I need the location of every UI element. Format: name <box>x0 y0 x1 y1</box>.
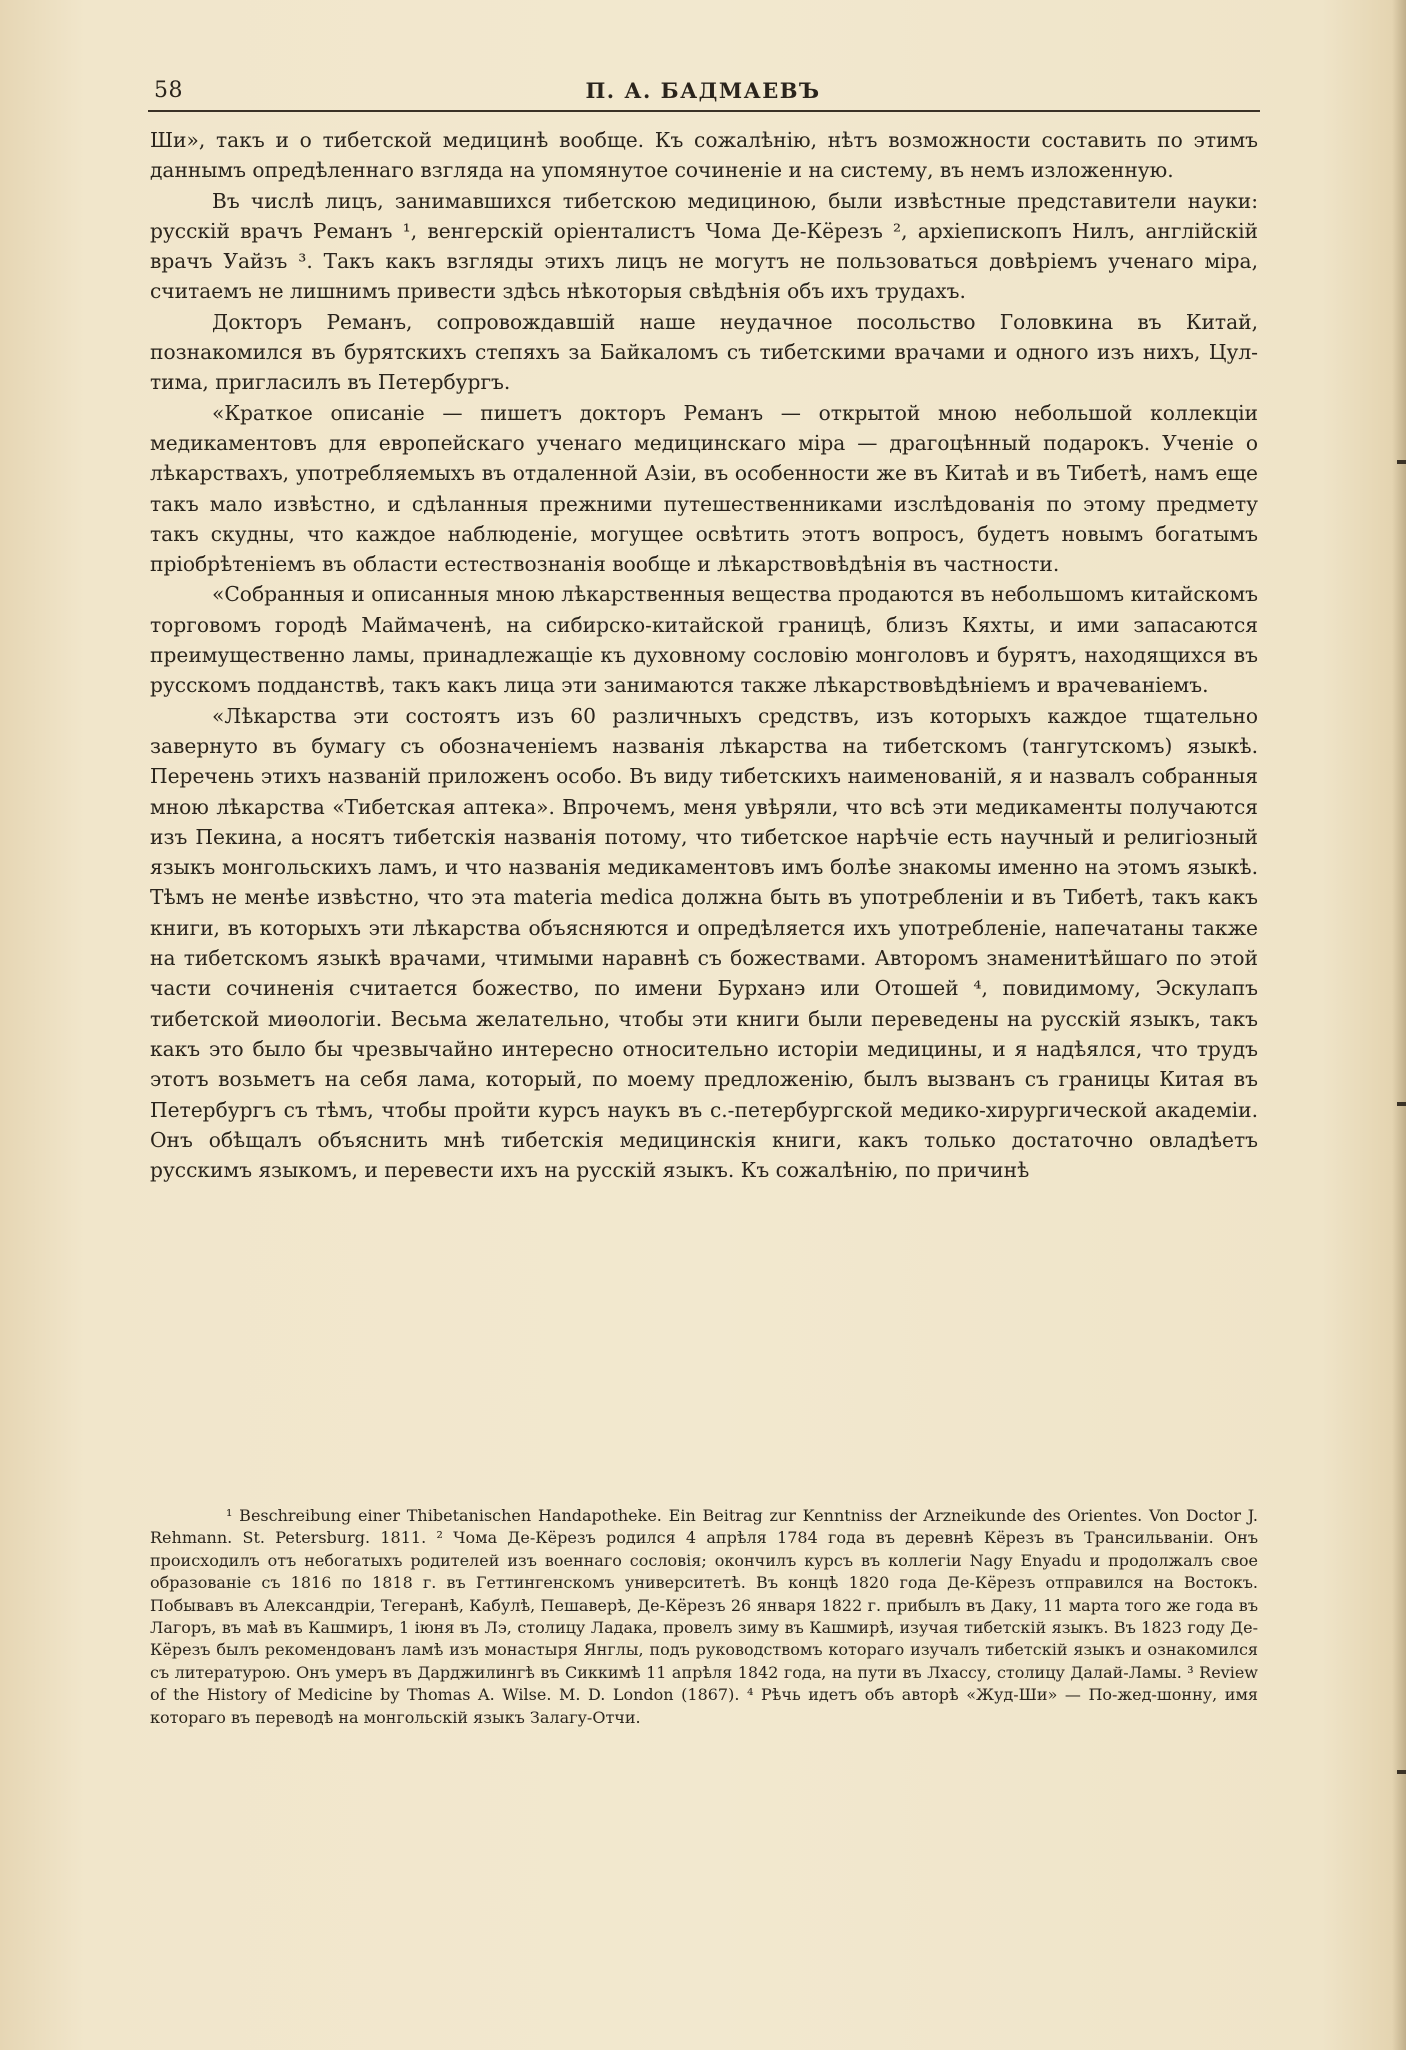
margin-mark <box>1397 1770 1406 1774</box>
footnotes <box>150 1505 1258 1729</box>
paragraph: «Собранныя и описанныя мною лѣкарственныя вещества продаются въ небольшомъ китайскомъ торговомъ городѣ Маймаченѣ, на сибирско-китайской границѣ, близъ Кяхты, и ими запасаются преимущественно ламы, принадлежащіе къ духовному сословію монголовъ и бурятъ, находящихся въ русскомъ подданствѣ, такъ какъ лица эти занимаются также лѣкарствовѣдѣніемъ и врачеваніемъ. <box>150 582 1258 698</box>
page-number: 58 <box>154 78 183 103</box>
footnote-text: ¹ Beschreibung einer Thibetanischen Handapotheke. Ein Beitrag zur Kenntniss der Arzneikunde des Orientes. Von Doctor J. Rehmann. St. Petersburg. 1811. ² Чома Де-Кёрезъ родился 4 апрѣля 1784 года въ деревнѣ Кёрезъ въ Трансильваніи. Онъ происходилъ отъ небогатыхъ родителей изъ военнаго сословія; окончилъ курсъ въ коллегіи Nagy Enyadu и продолжалъ свое образованіе съ 1816 по 1818 г. въ Геттингенскомъ университетѣ. Въ концѣ 1820 года Де-Кёрезъ отправился на Востокъ. Побывавъ въ Александріи, Тегеранѣ, Кабулѣ, Пешаверѣ, Де-Кёрезъ 26 января 1822 г. прибылъ въ Даку, 11 марта того же года въ Лагоръ, въ маѣ въ Кашмиръ, 1 іюня въ Лэ, столицу Ладака, провелъ зиму въ Кашмирѣ, изучая тибетскій языкъ. Въ 1823 году Де-Кёрезъ былъ рекомендованъ ламѣ изъ монастыря Янглы, подъ руководствомъ котораго изучалъ тибетскій языкъ и ознакомился съ литературою. Онъ умеръ въ Дарджилингѣ въ Сиккимѣ 11 апрѣля 1842 года, на пути въ Лхассу, столицу Далай-Ламы. ³ Review of the History of Medicine by Thomas A. Wilse. M. D. London (1867). ⁴ Рѣчь идетъ объ авторѣ «Жуд-Ши» — По-жед-шонну, имя котораго въ переводѣ на монгольскій языкъ Залагу-Отчи. <box>150 1506 1258 1727</box>
paragraph: «Краткое описаніе — пишетъ докторъ Реманъ — открытой мною небольшой коллекціи медикаментовъ для европейскаго ученаго медицинскаго міра — драгоцѣнный подарокъ. Ученіе о лѣкарствахъ, употребляемыхъ въ отдаленной Азіи, въ особенности же въ Китаѣ и въ Тибетѣ, намъ еще такъ мало извѣстно, и сдѣланныя прежними путешественниками изслѣдованія по этому предмету такъ скудны, что каждое наблюденіе, могущее освѣтить этотъ вопросъ, будетъ новымъ богатымъ пріобрѣтеніемъ въ области естествознанія вообще и лѣкарствовѣдѣнія въ частности. <box>150 400 1258 577</box>
margin-mark <box>1397 1102 1406 1106</box>
main-text <box>150 125 1258 1185</box>
running-head: П. А. БАДМАЕВЪ <box>585 78 821 103</box>
margin-mark <box>1397 460 1406 464</box>
paragraph: Докторъ Реманъ, сопровождавшій наше неудачное посольство Головкина въ Китай, познакомился въ бурятскихъ степяхъ за Байкаломъ съ тибетскими врачами и одного изъ нихъ, Цул-тима, пригласилъ въ Петербургъ. <box>150 309 1258 395</box>
paragraph: «Лѣкарства эти состоятъ изъ 60 различныхъ средствъ, изъ которыхъ каждое тщательно завернуто въ бумагу съ обозначеніемъ названія лѣкарства на тибетскомъ (тангутскомъ) языкѣ. Перечень этихъ названій приложенъ особо. Въ виду тибетскихъ наименованій, я и назвалъ собранныя мною лѣкарства «Тибетская аптека». Впрочемъ, меня увѣряли, что всѣ эти медикаменты получаются изъ Пекина, а носятъ тибетскія названія потому, что тибетское нарѣчіе есть научный и религіозный языкъ монгольскихъ ламъ, и что названія медикаментовъ имъ болѣе знакомы именно на этомъ языкѣ. Тѣмъ не менѣе извѣстно, что эта materia medica должна быть въ употребленіи и въ Тибетѣ, такъ какъ книги, въ которыхъ эти лѣкарства объясняются и опредѣляется ихъ употребленіе, напечатаны также на тибетскомъ языкѣ врачами, чтимыми наравнѣ съ божествами. Авторомъ знаменитѣйшаго по этой части сочиненія считается божество, по имени Бурханэ или Отошей ⁴, повидимому, Эскулапъ тибетской миѳологіи. Весьма желательно, чтобы эти книги были переведены на русскій языкъ, такъ какъ это было бы чрезвычайно интересно относительно исторіи медицины, и я надѣялся, что трудъ этотъ возьметъ на себя лама, который, по моему предложенію, былъ вызванъ съ границы Китая въ Петербургъ съ тѣмъ, чтобы пройти курсъ наукъ въ с.-петербургской медико-хирургической академіи. Онъ обѣщалъ объяснить мнѣ тибетскія медицинскія книги, какъ только достаточно овладѣетъ русскимъ языкомъ, и перевести ихъ на русскій языкъ. Къ сожалѣнію, по причинѣ <box>150 703 1258 1183</box>
header-rule <box>148 110 1260 112</box>
paragraph: Ши», такъ и о тибетской медицинѣ вообще. Къ сожалѣнію, нѣтъ возможности составить по этимъ даннымъ опредѣленнаго взгляда на упомянутое сочиненіе и на систему, въ немъ изложенную. <box>150 128 1258 183</box>
paragraph: Въ числѣ лицъ, занимавшихся тибетскою медициною, были извѣстные представители науки: русскій врачъ Реманъ ¹, венгерскій оріенталистъ Чома Де-Кёрезъ ², архіепископъ Нилъ, англійскій врачъ Уайзъ ³. Такъ какъ взгляды этихъ лицъ не могутъ не пользоваться довѣріемъ ученаго міра, считаемъ не лишнимъ привести здѣсь нѣкоторыя свѣдѣнія объ ихъ трудахъ. <box>150 188 1258 304</box>
page-header <box>148 78 1258 110</box>
page-edge-shadow <box>1392 0 1406 2050</box>
